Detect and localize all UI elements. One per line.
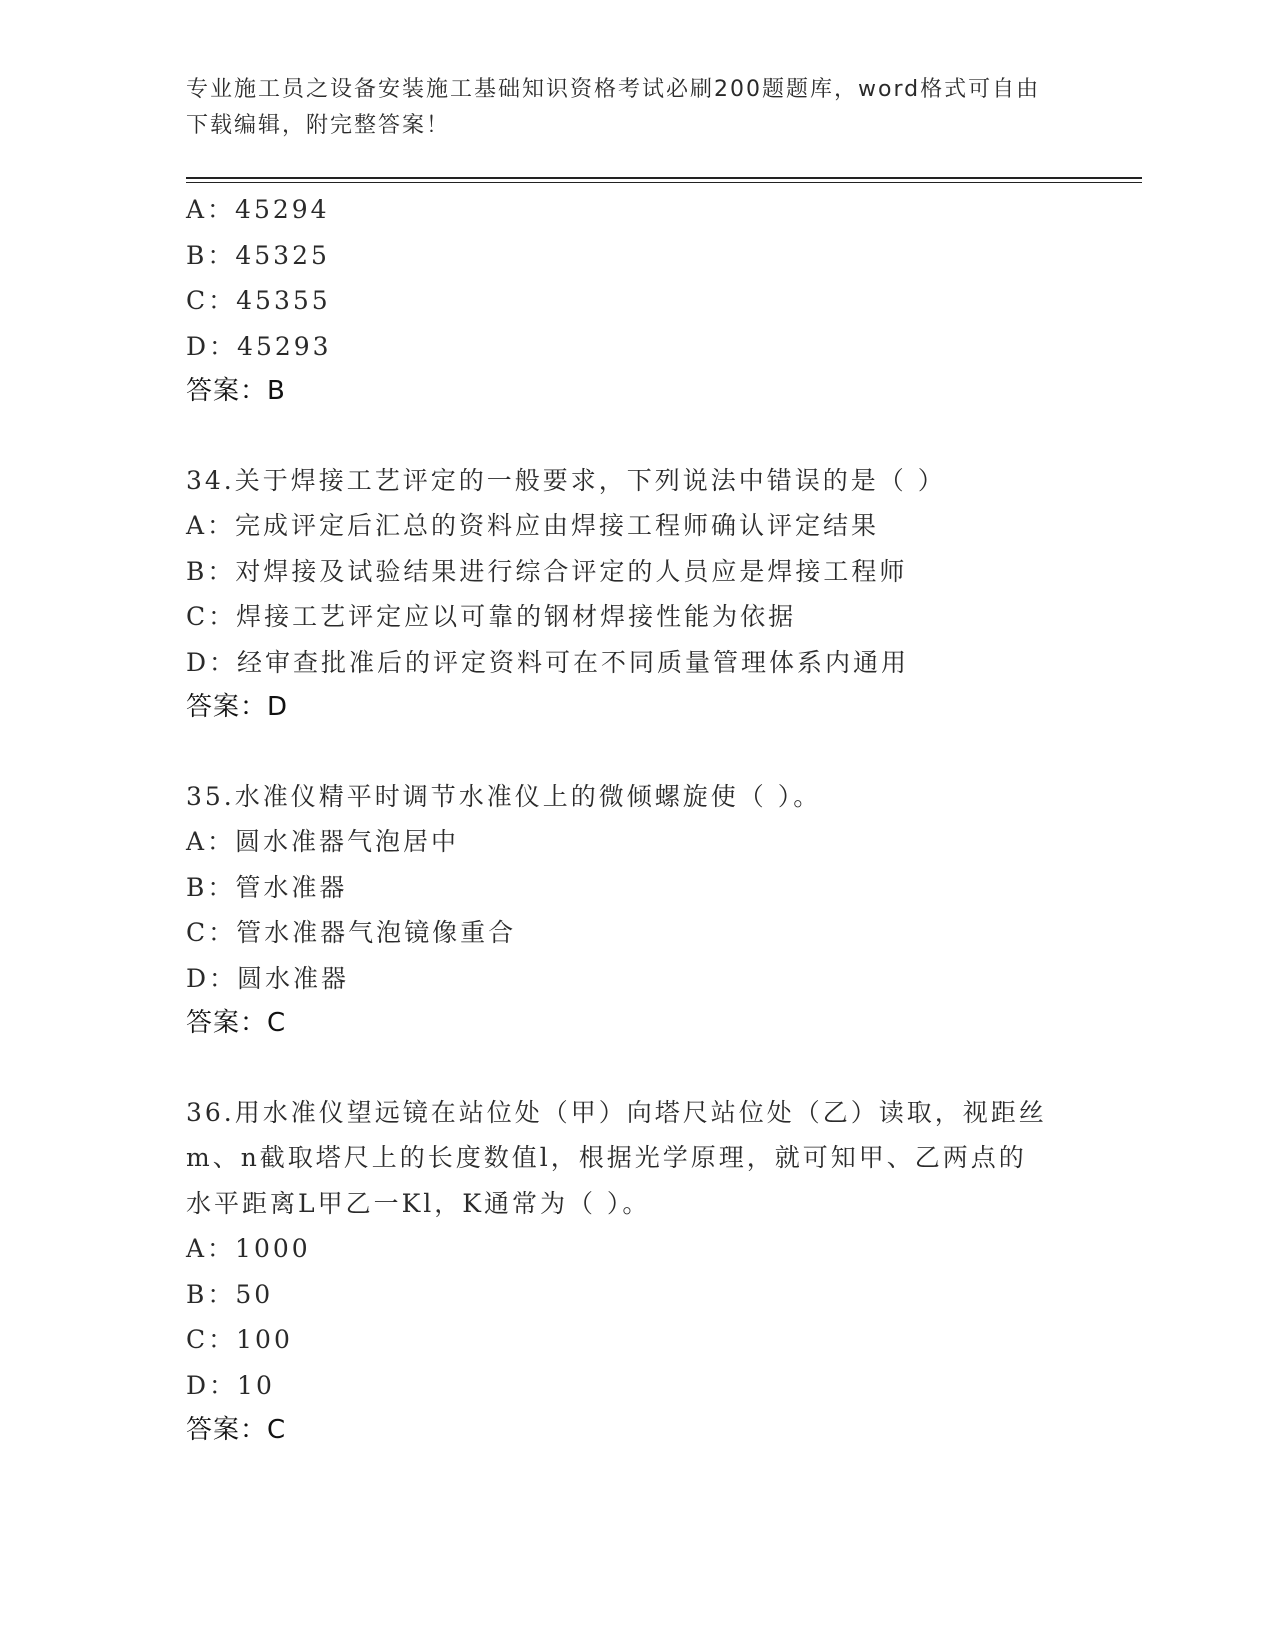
option-d: D：经审查批准后的评定资料可在不同质量管理体系内通用 — [186, 647, 910, 677]
option-b: B：对焊接及试验结果进行综合评定的人员应是焊接工程师 — [186, 556, 908, 586]
option-a: A：圆水准器气泡居中 — [186, 827, 460, 856]
answer-line: 答案：D — [186, 692, 289, 722]
header-divider-thin — [186, 182, 1142, 183]
question-block-34 — [186, 458, 1136, 731]
question-list — [186, 187, 1136, 1454]
option-b: B：50 — [186, 1279, 274, 1309]
option-d: D：45293 — [186, 331, 332, 361]
question-stem-line-1: 36.用水准仪望远镜在站位处（甲）向塔尺站位处（乙）读取，视距丝 — [186, 1097, 1047, 1127]
document-header — [186, 72, 1086, 144]
question-stem: 34.关于焊接工艺评定的一般要求，下列说法中错误的是（ ） — [186, 465, 946, 495]
option-a: A：1000 — [186, 1234, 311, 1263]
option-d: D：圆水准器 — [186, 963, 350, 993]
option-b: B：45325 — [186, 240, 330, 270]
option-c: C：管水准器气泡镜像重合 — [186, 918, 517, 947]
answer-line: 答案：B — [186, 376, 286, 406]
question-stem-line-3: 水平距离L甲乙一Kl，K通常为（ ）。 — [186, 1188, 651, 1218]
option-a: A：45294 — [186, 195, 330, 224]
question-block-prev — [186, 187, 1136, 415]
header-line-2: 下载编辑，附完整答案！ — [186, 113, 451, 138]
option-d: D：10 — [186, 1370, 275, 1400]
answer-line: 答案：C — [186, 1415, 287, 1445]
option-b: B：管水准器 — [186, 872, 348, 902]
option-a: A：完成评定后汇总的资料应由焊接工程师确认评定结果 — [186, 511, 880, 540]
question-stem: 35.水准仪精平时调节水准仪上的微倾螺旋使（ ）。 — [186, 781, 822, 811]
header-divider-thick — [186, 177, 1142, 179]
option-c: C：100 — [186, 1325, 293, 1354]
answer-line: 答案：C — [186, 1008, 287, 1038]
option-c: C：焊接工艺评定应以可靠的钢材焊接性能为依据 — [186, 602, 797, 631]
header-line-1: 专业施工员之设备安装施工基础知识资格考试必刷200题题库，word格式可自由 — [186, 77, 1041, 102]
question-stem-line-2: m、n截取塔尺上的长度数值l，根据光学原理，就可知甲、乙两点的 — [186, 1143, 1027, 1172]
question-block-36 — [186, 1090, 1136, 1454]
option-c: C：45355 — [186, 286, 331, 315]
question-block-35 — [186, 774, 1136, 1047]
